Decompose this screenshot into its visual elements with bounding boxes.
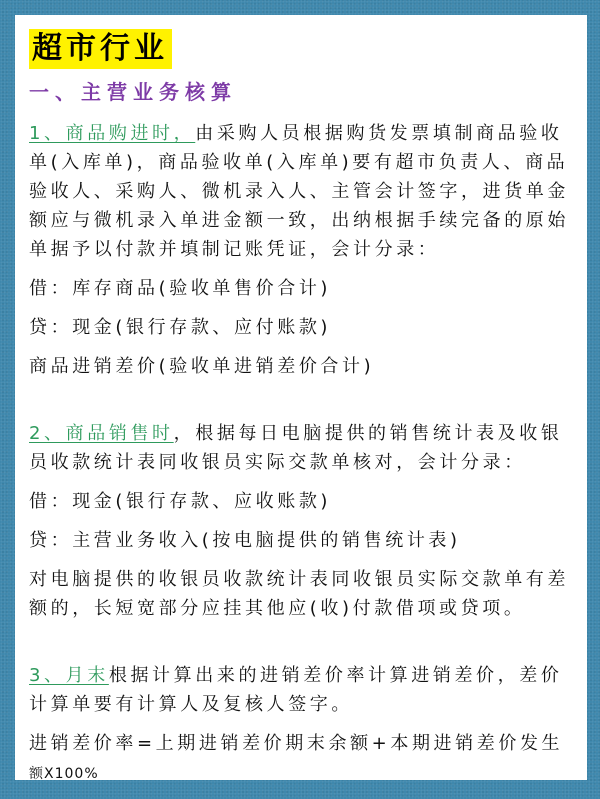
formula-tail-a: 额 bbox=[29, 766, 44, 782]
formula-tail-b: X100% bbox=[44, 766, 99, 782]
content-card bbox=[15, 15, 587, 780]
section-2-entry-debit: 借：现金(银行存款、应收账款) bbox=[29, 491, 332, 512]
section-1-text: 由采购人员根据购货发票填制商品验收单(入库单)，商品验收单(入库单)要有超市负责人、商品验收人、采购人、微机录入人、主管会计签字，进货单金额应与微机录入单进金额一致，出纳根据手续完备的原始单据予以付款并填制记账凭证，会计分录： bbox=[29, 123, 569, 260]
formula-main: 进销差价率=上期进销差价期末余额+本期进销差价发生 bbox=[29, 733, 564, 754]
section-1-entry-margin: 商品进销差价(验收单进销差价合计) bbox=[29, 356, 375, 377]
page-title: 超市行业 bbox=[29, 29, 172, 69]
section-2-note: 对电脑提供的收银员收款统计表同收银员实际交款单有差额的，长短宽部分应挂其他应(收)付款借项或贷项。 bbox=[29, 569, 569, 619]
section-3-lead: 3、月末 bbox=[29, 665, 109, 686]
section-2-paragraph bbox=[29, 419, 573, 477]
section-2-entry-credit: 贷：主营业务收入(按电脑提供的销售统计表) bbox=[29, 530, 461, 551]
spacer bbox=[29, 381, 573, 419]
section-2-text: ，根据每日电脑提供的销售统计表及收银员收款统计表同收银员实际交款单核对，会计分录： bbox=[29, 423, 563, 473]
section-1-entry-debit: 借：库存商品(验收单售价合计) bbox=[29, 278, 332, 299]
section-1-lead: 1、商品购进时， bbox=[29, 123, 196, 144]
section-2-lead: 2、商品销售时 bbox=[29, 423, 174, 444]
section-1-paragraph bbox=[29, 119, 573, 264]
section-1-entry-credit: 贷：现金(银行存款、应付账款) bbox=[29, 317, 332, 338]
spacer bbox=[29, 623, 573, 661]
section-3-paragraph bbox=[29, 661, 573, 719]
section-heading: 一、主营业务核算 bbox=[29, 80, 237, 104]
section-3-text: 根据计算出来的进销差价率计算进销差价，差价计算单要有计算人及复核人签字。 bbox=[29, 665, 563, 715]
section-3-formula bbox=[29, 729, 573, 789]
